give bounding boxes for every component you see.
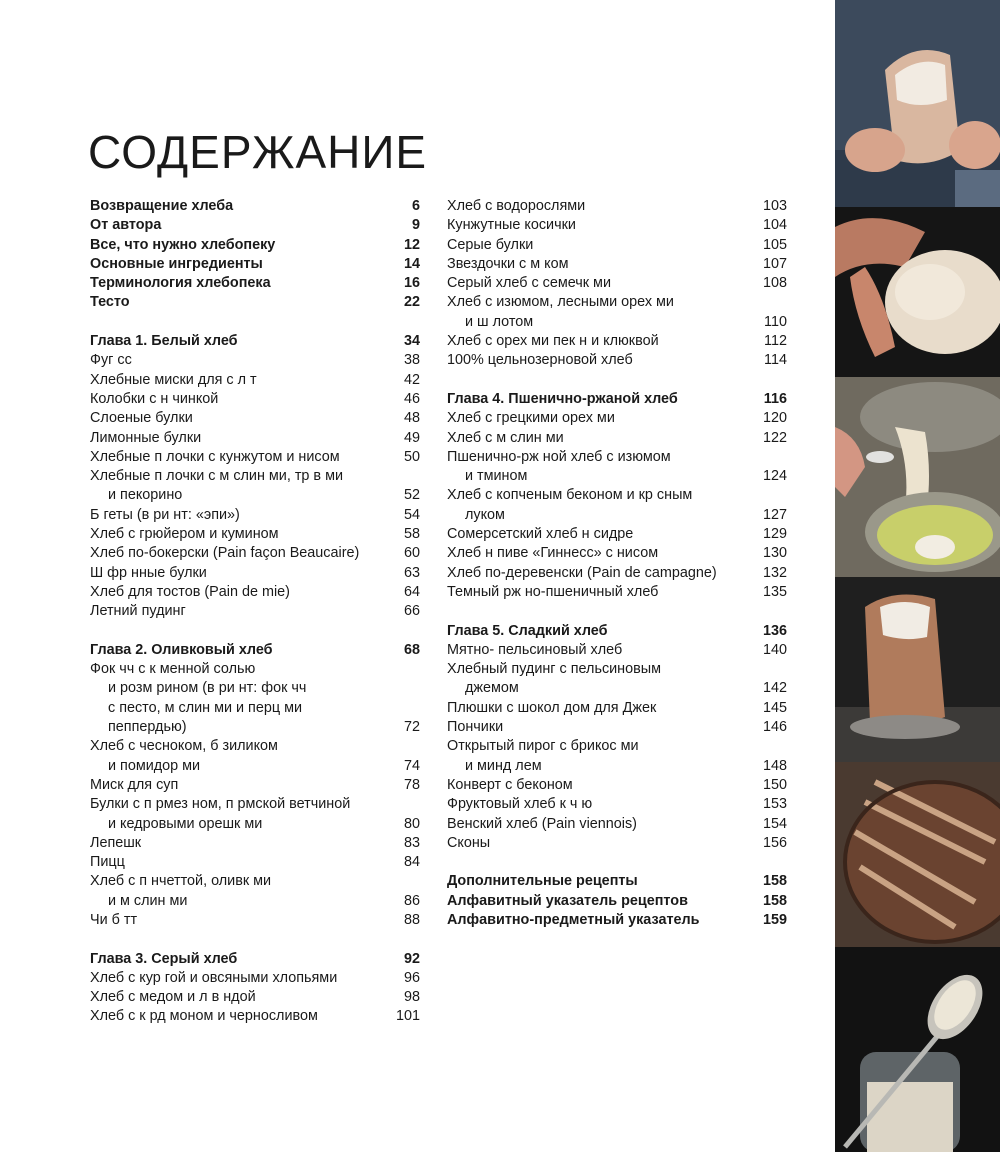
toc-entry-title: Тесто [90, 294, 130, 311]
toc-entry [447, 216, 787, 235]
toc-entry-page: 48 [403, 410, 420, 427]
toc-entry [90, 602, 420, 621]
toc-heading-entry [447, 872, 787, 891]
toc-entry [447, 255, 787, 274]
toc-entry-title: Хлеб с п нчеттой, оливк ми [90, 873, 272, 890]
toc-entry-title: луком [465, 506, 505, 523]
toc-entry [90, 757, 420, 776]
toc-entry [447, 776, 787, 795]
photo-batter-bowl [835, 377, 1000, 577]
toc-gap [447, 602, 787, 621]
toc-entry-page: 127 [762, 506, 787, 523]
toc-entry-page: 101 [395, 1008, 420, 1025]
toc-entry-title: Пончики [447, 719, 504, 736]
toc-entry-title: Алфавитно-предметный указатель [447, 911, 700, 928]
toc-entry-title: Темный рж но-пшеничный хлеб [447, 583, 659, 600]
toc-entry-page: 136 [762, 622, 787, 639]
toc-entry [90, 506, 420, 525]
toc-entry [447, 506, 787, 525]
toc-entry [90, 969, 420, 988]
toc-entry-page: 104 [762, 217, 787, 234]
toc-entry [90, 429, 420, 448]
toc-entry-page: 64 [403, 583, 420, 600]
toc-heading-entry [90, 216, 420, 235]
toc-entry [447, 409, 787, 428]
toc-entry-page: 107 [762, 255, 787, 272]
toc-entry-page: 122 [762, 429, 787, 446]
toc-entry-page: 103 [762, 198, 787, 214]
toc-entry-title: Б геты (в ри нт: «эпи») [90, 506, 240, 523]
toc-entry-title: Хлеб по-деревенски (Pain de campagne) [447, 564, 717, 581]
toc-heading-entry [90, 197, 420, 216]
toc-entry-title: Слоеные булки [90, 410, 193, 427]
toc-entry-page: 46 [403, 390, 420, 407]
toc-entry-title: Летний пудинг [90, 603, 186, 620]
toc-entry-title: Основные ингредиенты [90, 255, 263, 272]
toc-entry [447, 448, 787, 467]
toc-entry-title: От автора [90, 217, 162, 234]
toc-heading-entry [90, 950, 420, 969]
toc-entry [447, 815, 787, 834]
toc-entry-title: Алфавитный указатель рецептов [447, 892, 688, 909]
toc-entry-page: 83 [403, 834, 420, 851]
toc-entry-title: Сконы [447, 834, 491, 851]
toc-entry-page: 34 [403, 333, 420, 350]
toc-entry-page: 78 [403, 776, 420, 793]
toc-heading-entry [447, 622, 787, 641]
toc-entry-title: Хлеб с чесноком, б зиликом [90, 738, 278, 755]
toc-entry [447, 293, 787, 312]
toc-entry [447, 699, 787, 718]
toc-gap [447, 853, 787, 872]
toc-entry-page: 12 [403, 236, 420, 253]
toc-entry-page: 68 [403, 641, 420, 658]
toc-entry-title: Дополнительные рецепты [447, 873, 638, 890]
toc-entry-page: 60 [403, 545, 420, 562]
toc-entry [90, 853, 420, 872]
toc-entry [447, 332, 787, 351]
toc-entry [447, 236, 787, 255]
toc-entry-page: 154 [762, 815, 787, 832]
toc-entry-title: Венский хлеб (Pain viennois) [447, 815, 637, 832]
toc-entry-title: Глава 2. Оливковый хлеб [90, 641, 273, 658]
toc-entry [90, 834, 420, 853]
toc-entry [447, 834, 787, 853]
toc-entry-title: Глава 1. Белый хлеб [90, 333, 238, 350]
toc-entry-title: Глава 5. Сладкий хлеб [447, 622, 608, 639]
toc-entry-title: Конверт с беконом [447, 776, 573, 793]
toc-left-column [90, 197, 420, 1027]
toc-heading-entry [90, 236, 420, 255]
toc-entry-title: Фруктовый хлеб к ч ю [447, 796, 593, 813]
toc-entry-title: Хлеб с водорослями [447, 198, 586, 214]
toc-entry [447, 197, 787, 216]
toc-entry [447, 737, 787, 756]
toc-entry-title: и ш лотом [465, 313, 534, 330]
toc-entry-title: Фок чч с к менной солью [90, 661, 256, 678]
photo-dough-hands [835, 207, 1000, 377]
toc-entry-title: и тмином [465, 468, 528, 485]
toc-entry-title: Все, что нужно хлебопеку [90, 236, 276, 253]
toc-entry-title: Хлебные миски для с л т [90, 371, 257, 388]
toc-entry-page: 84 [403, 854, 420, 871]
toc-entry [90, 371, 420, 390]
toc-entry-title: Хлеб с орех ми пек н и клюквой [447, 333, 659, 350]
toc-entry-page: 148 [762, 757, 787, 774]
toc-entry [90, 679, 420, 698]
toc-entry-page: 130 [762, 545, 787, 562]
toc-entry-title: Хлебные п лочки с м слин ми, тр в ми [90, 468, 343, 485]
toc-entry-page: 135 [762, 583, 787, 600]
toc-entry [90, 892, 420, 911]
toc-entry-page: 105 [762, 236, 787, 253]
toc-entry-title: Глава 4. Пшенично-ржаной хлеб [447, 390, 678, 407]
toc-entry [447, 583, 787, 602]
toc-entry [90, 718, 420, 737]
toc-entry-page: 142 [762, 680, 787, 697]
toc-entry-page: 63 [403, 564, 420, 581]
toc-entry-title: Хлеб с грюйером и кумином [90, 526, 279, 543]
toc-entry [447, 679, 787, 698]
toc-entry-title: Хлеб с м слин ми [447, 429, 564, 446]
toc-entry-title: Хлебные п лочки с кунжутом и нисом [90, 448, 340, 465]
toc-entry-page: 50 [403, 448, 420, 465]
toc-entry [90, 1007, 420, 1026]
toc-entry-title: Колобки с н чинкой [90, 390, 219, 407]
toc-entry-page: 145 [762, 699, 787, 716]
toc-entry-page: 129 [762, 526, 787, 543]
toc-entry-page: 38 [403, 352, 420, 369]
toc-entry-title: Сомерсетский хлеб н сидре [447, 526, 634, 543]
toc-entry-page: 116 [763, 390, 787, 407]
toc-entry-page: 6 [411, 198, 420, 214]
photo-paper-flour-bag [835, 577, 1000, 762]
page-title: СОДЕРЖАНИЕ [88, 126, 428, 178]
toc-entry [447, 351, 787, 370]
toc-entry [447, 757, 787, 776]
toc-gap [90, 313, 420, 332]
toc-gap [90, 622, 420, 641]
toc-entry-title: Хлеб н пиве «Гиннесс» с нисом [447, 545, 659, 562]
photo-spoon-jar [835, 947, 1000, 1152]
toc-entry-page: 58 [403, 526, 420, 543]
toc-entry-title: и помидор ми [108, 757, 201, 774]
toc-entry-page: 16 [403, 275, 420, 292]
toc-entry-page: 124 [762, 468, 787, 485]
toc-entry-page: 120 [762, 410, 787, 427]
toc-entry-page: 86 [403, 892, 420, 909]
toc-entry-page: 92 [403, 950, 420, 967]
toc-entry-page: 108 [762, 275, 787, 292]
toc-entry [447, 795, 787, 814]
toc-entry-title: Булки с п рмез ном, п рмской ветчиной [90, 796, 351, 813]
toc-entry [90, 467, 420, 486]
toc-heading-entry [447, 911, 787, 930]
toc-entry-title: 100% цельнозерновой хлеб [447, 352, 633, 369]
toc-heading-entry [90, 641, 420, 660]
toc-entry-title: и розм рином (в ри нт: фок чч [108, 680, 307, 697]
toc-entry-page: 110 [764, 313, 787, 330]
toc-entry-title: и м слин ми [108, 892, 188, 909]
toc-entry [90, 564, 420, 583]
toc-entry-title: и пекорино [108, 487, 183, 504]
toc-entry [90, 351, 420, 370]
toc-entry [90, 911, 420, 930]
toc-entry [447, 274, 787, 293]
toc-entry-page: 98 [403, 989, 420, 1006]
photo-rustic-loaf [835, 762, 1000, 947]
toc-heading-entry [90, 255, 420, 274]
toc-entry-title: Хлеб с кур гой и овсяными хлопьями [90, 969, 338, 986]
toc-heading-entry [90, 293, 420, 312]
toc-entry [90, 544, 420, 563]
toc-entry-page: 52 [403, 487, 420, 504]
toc-entry-page: 9 [411, 217, 420, 234]
toc-entry-title: с песто, м слин ми и перц ми [108, 699, 303, 716]
toc-entry-page: 158 [762, 873, 787, 890]
toc-entry-page: 156 [762, 834, 787, 851]
toc-entry-title: и кедровыми орешк ми [108, 815, 263, 832]
toc-entry [90, 660, 420, 679]
toc-entry-title: Возвращение хлеба [90, 198, 234, 214]
toc-entry-title: Хлеб с изюмом, лесными орех ми [447, 294, 674, 311]
toc-entry-title: Терминология хлебопека [90, 275, 271, 292]
toc-entry-page: 158 [762, 892, 787, 909]
toc-entry-page: 22 [403, 294, 420, 311]
toc-entry-title: Кунжутные косички [447, 217, 576, 234]
toc-entry [447, 467, 787, 486]
toc-entry [447, 525, 787, 544]
toc-entry [90, 525, 420, 544]
toc-entry [90, 409, 420, 428]
toc-entry-title: Миск для суп [90, 776, 179, 793]
toc-entry-title: и минд лем [465, 757, 542, 774]
toc-entry [447, 564, 787, 583]
toc-heading-entry [447, 390, 787, 409]
toc-entry [90, 486, 420, 505]
toc-entry [90, 776, 420, 795]
toc-entry-title: пеппердью) [108, 719, 187, 736]
toc-entry-title: Открытый пирог с брикос ми [447, 738, 639, 755]
toc-entry-page: 153 [762, 796, 787, 813]
toc-entry [90, 699, 420, 718]
toc-entry-page: 54 [403, 506, 420, 523]
toc-entry-title: Хлеб с к рд моном и черносливом [90, 1008, 318, 1025]
toc-entry-page: 112 [764, 333, 787, 350]
toc-entry [447, 641, 787, 660]
toc-gap [90, 930, 420, 949]
toc-entry-title: Хлеб с медом и л в ндой [90, 989, 256, 1006]
toc-entry [447, 486, 787, 505]
toc-entry-page: 159 [762, 911, 787, 928]
toc-entry-title: Плюшки с шокол дом для Джек [447, 699, 657, 716]
toc-entry-title: Глава 3. Серый хлеб [90, 950, 238, 967]
toc-entry-title: Пицц [90, 854, 125, 871]
toc-heading-entry [90, 274, 420, 293]
toc-entry-title: Фуг сс [90, 352, 132, 369]
toc-entry-page: 96 [403, 969, 420, 986]
toc-entry-title: Хлеб по-бокерски (Pain façon Beaucaire) [90, 545, 360, 562]
toc-entry [447, 544, 787, 563]
toc-entry-page: 150 [762, 776, 787, 793]
toc-entry [447, 429, 787, 448]
toc-entry [90, 583, 420, 602]
photo-flour-bag-hands [835, 0, 1000, 207]
toc-entry-title: Серый хлеб с семечк ми [447, 275, 611, 292]
toc-entry [90, 390, 420, 409]
toc-entry-page: 14 [403, 255, 420, 272]
toc-entry [90, 872, 420, 891]
toc-entry-title: Лимонные булки [90, 429, 202, 446]
toc-entry-page: 132 [762, 564, 787, 581]
toc-entry-title: Лепешк [90, 834, 142, 851]
toc-entry-page: 72 [403, 719, 420, 736]
photo-strip [835, 0, 1000, 1152]
toc-entry-page: 114 [764, 352, 787, 369]
toc-entry [90, 737, 420, 756]
toc-entry-title: Мятно- пельсиновый хлеб [447, 641, 623, 658]
toc-entry-title: Хлеб для тостов (Pain de mie) [90, 583, 290, 600]
toc-heading-entry [447, 892, 787, 911]
toc-entry-page: 42 [403, 371, 420, 388]
toc-entry-page: 66 [403, 603, 420, 620]
toc-entry-title: Чи б тт [90, 911, 138, 928]
toc-right-column [447, 197, 787, 930]
toc-entry-title: Хлеб с грецкими орех ми [447, 410, 615, 427]
toc-entry-title: Ш фр нные булки [90, 564, 207, 581]
toc-entry-title: Хлеб с копченым беконом и кр сным [447, 487, 693, 504]
toc-entry-page: 80 [403, 815, 420, 832]
toc-entry-page: 88 [403, 911, 420, 928]
toc-entry-title: Серые булки [447, 236, 534, 253]
toc-entry [90, 815, 420, 834]
toc-entry [90, 988, 420, 1007]
toc-entry-title: Звездочки с м ком [447, 255, 569, 272]
toc-entry-title: Пшенично-рж ной хлеб с изюмом [447, 448, 671, 465]
toc-entry-page: 49 [403, 429, 420, 446]
toc-gap [447, 371, 787, 390]
toc-heading-entry [90, 332, 420, 351]
toc-entry [447, 718, 787, 737]
toc-entry-page: 140 [762, 641, 787, 658]
toc-entry [447, 313, 787, 332]
toc-entry [90, 795, 420, 814]
toc-entry [90, 448, 420, 467]
toc-entry-title: джемом [465, 680, 519, 697]
toc-entry [447, 660, 787, 679]
toc-entry-page: 74 [403, 757, 420, 774]
toc-entry-title: Хлебный пудинг с пельсиновым [447, 661, 662, 678]
toc-entry-page: 146 [762, 719, 787, 736]
